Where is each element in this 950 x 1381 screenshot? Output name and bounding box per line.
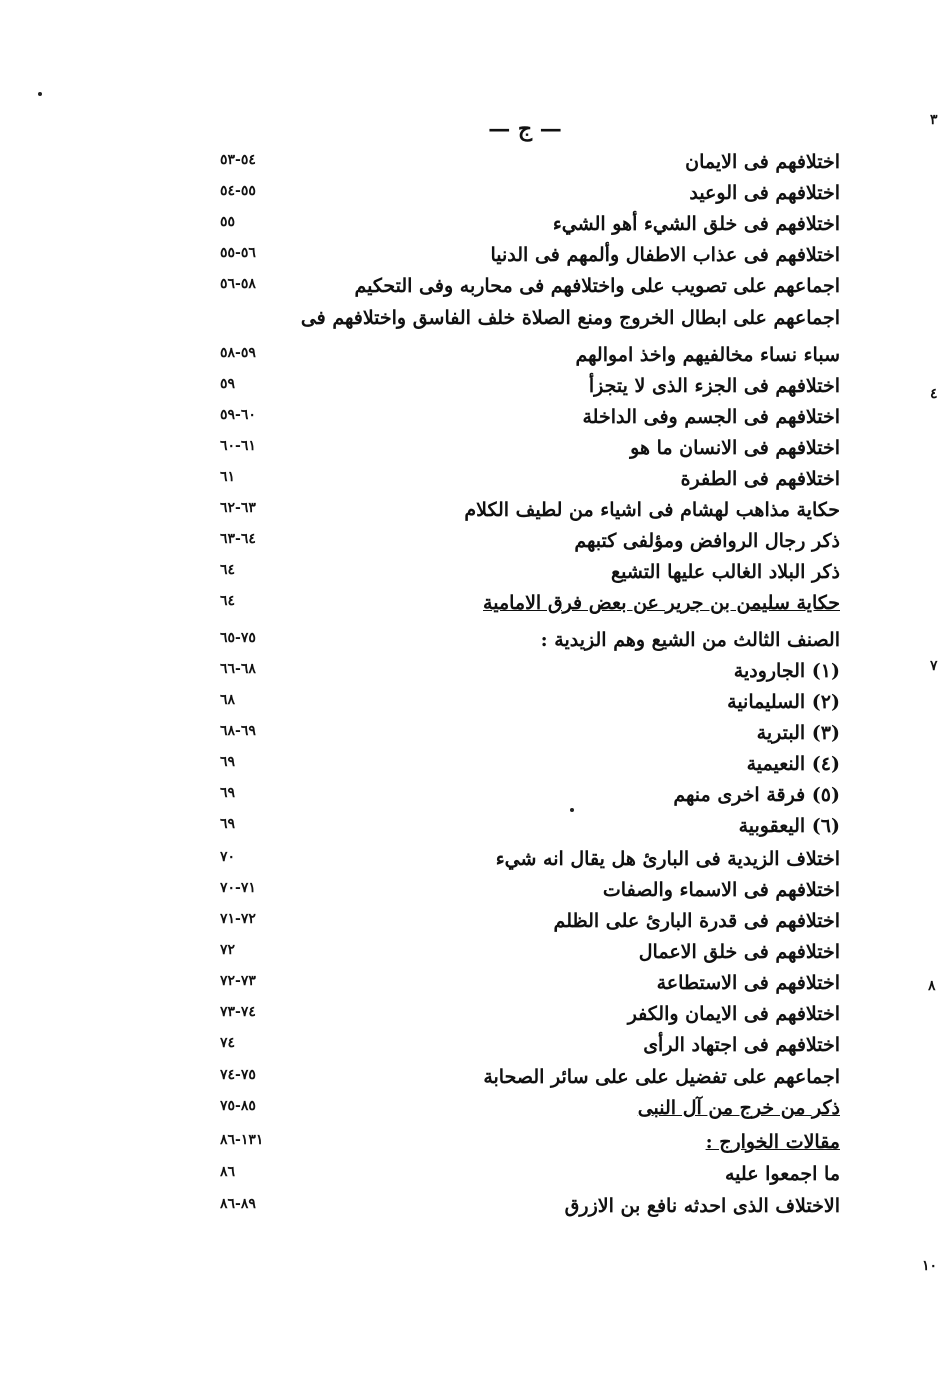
toc-entry-pages: ٦٤ <box>220 593 236 609</box>
toc-entry-pages: ٥٩-٥٨ <box>220 345 256 361</box>
toc-entry-pages: ٧١-٧٠ <box>220 880 256 896</box>
toc-entry-pages: ٦٩ <box>220 754 236 770</box>
toc-entry-title: (٣) البترية <box>756 722 840 744</box>
margin-mark: ١٠ <box>922 1258 938 1274</box>
toc-entry-title: الاختلاف الذى احدثه نافع بن الازرق <box>564 1195 840 1217</box>
toc-entry <box>200 1031 840 1062</box>
toc-entry-title: اختلافهم فى الايمان والكفر <box>627 1003 840 1025</box>
toc-entry-pages: ٧٢-٧١ <box>220 911 256 927</box>
toc-entry <box>200 272 840 303</box>
toc-entry-title: اختلافهم فى الجسم وفى الداخلة <box>582 406 840 428</box>
toc-entry-pages: ٧٠ <box>220 849 236 865</box>
toc-entry <box>200 1063 840 1094</box>
toc-entry <box>200 657 840 688</box>
toc-entry <box>200 812 840 843</box>
toc-entry <box>200 876 840 907</box>
toc-entry-pages: ٦٨ <box>220 692 236 708</box>
toc-entry <box>200 341 840 372</box>
toc-entry-pages: ٦١ <box>220 469 236 485</box>
toc-entry-pages: ٧٤ <box>220 1035 236 1051</box>
toc-entry <box>200 845 840 876</box>
toc-entry-pages: ٧٥-٦٥ <box>220 630 256 646</box>
toc-entry-pages: ٥٦-٥٥ <box>220 245 256 261</box>
toc-entry-title: اجماعهم على تفضيل على على سائر الصحابة <box>483 1066 840 1088</box>
toc-entry-pages: ٧٢ <box>220 942 236 958</box>
toc-entry <box>200 148 840 179</box>
toc-entry-title: اجماعهم على تصويب على واختلافهم فى محاربه وفى التحكيم <box>354 275 840 297</box>
toc-entry-pages: ٨٥-٧٥ <box>220 1098 256 1114</box>
toc-entry-pages: ٧٣-٧٢ <box>220 973 256 989</box>
toc-entry-pages: ٥٤-٥٣ <box>220 152 256 168</box>
toc-entry-pages: ٦٩ <box>220 816 236 832</box>
toc-entry-pages: ٥٩ <box>220 376 236 392</box>
toc-entry-pages: ٥٥ <box>220 214 236 230</box>
toc-entry <box>200 527 840 558</box>
margin-mark: ٧ <box>930 658 938 674</box>
toc-entry-title: اختلافهم فى خلق الشيء أهو الشيء <box>552 213 840 235</box>
toc-entry-title: اختلافهم فى الايمان <box>685 151 840 173</box>
toc-entry-title: حكاية مذاهب لهشام فى اشياء من لطيف الكلام <box>464 499 840 521</box>
toc-entry <box>200 304 840 335</box>
toc-entry-title: (٤) النعيمية <box>746 753 840 775</box>
toc-entry <box>200 719 840 750</box>
toc-entry-pages: ٦٨-٦٦ <box>220 661 256 677</box>
toc-entry <box>200 1192 840 1223</box>
toc-entry-title: (٦) اليعقوبية <box>738 815 840 837</box>
toc-entry-title: اختلافهم فى الجزء الذى لا يتجزأ <box>588 375 840 397</box>
margin-mark: ٣ <box>930 112 938 128</box>
toc-entry-pages: ١٣١-٨٦ <box>220 1132 264 1148</box>
toc-entry-pages: ٦٩ <box>220 785 236 801</box>
toc-entry-title: (٢) السليمانية <box>727 691 840 713</box>
toc-entry-title: اختلافهم فى الطفرة <box>680 468 840 490</box>
toc-entry-pages: ٦٤-٦٣ <box>220 531 256 547</box>
toc-entry <box>200 626 840 657</box>
toc-entry-title: اختلافهم فى الاسماء والصفات <box>602 879 840 901</box>
toc-entry <box>200 558 840 589</box>
margin-mark: ٨ <box>928 978 936 994</box>
toc-entry-title: (١) الجارودية <box>733 660 840 682</box>
toc-entry <box>200 938 840 969</box>
toc-entry-title: ذكر من خرج من آل النبى <box>637 1097 840 1119</box>
toc-entry-title: اختلافهم فى عذاب الاطفال وألمهم فى الدنيا <box>490 244 840 266</box>
toc-entry <box>200 179 840 210</box>
toc-entry <box>200 241 840 272</box>
toc-entry-title: الصنف الثالث من الشيع وهم الزيدية : <box>540 629 840 651</box>
toc-entry-pages: ٦٩-٦٨ <box>220 723 256 739</box>
toc-entry-title: اختلافهم فى خلق الاعمال <box>638 941 840 963</box>
toc-entry-title: ما اجمعوا عليه <box>724 1163 840 1185</box>
toc-entry-pages: ٥٥-٥٤ <box>220 183 256 199</box>
toc-entry-title: ذكر رجال الروافض ومؤلفى كتبهم <box>574 530 840 552</box>
toc-entry <box>200 1128 840 1159</box>
page-header: — ج — <box>488 116 562 142</box>
toc-entry-title: اختلافهم فى الوعيد <box>689 182 840 204</box>
toc-entry-title: (٥) فرقة اخرى منهم <box>673 784 840 806</box>
toc-entry-title: اختلافهم فى الاستطاعة <box>656 972 840 994</box>
toc-entry <box>200 372 840 403</box>
toc-entry-title: ذكر البلاد الغالب عليها التشيع <box>610 561 840 583</box>
toc-entry-title: حكاية سليمن بن جرير عن بعض فرق الامامية <box>483 592 840 614</box>
toc-entry-pages: ٦١-٦٠ <box>220 438 256 454</box>
toc-entry <box>200 907 840 938</box>
toc-entry <box>200 210 840 241</box>
toc-entry-pages: ٧٥-٧٤ <box>220 1067 256 1083</box>
toc-entry <box>200 781 840 812</box>
toc-entry-title: اجماعهم على ابطال الخروج ومنع الصلاة خلف الفاسق واختلافهم فى <box>300 307 840 329</box>
toc-entry-title: اختلافهم فى قدرة البارئ على الظلم <box>553 910 840 932</box>
toc-entry <box>200 750 840 781</box>
toc-entry-pages: ٨٦ <box>220 1164 236 1180</box>
toc-entry-title: اختلاف الزيدية فى البارئ هل يقال انه شيء <box>495 848 840 870</box>
toc-entry-pages: ٦٣-٦٢ <box>220 500 256 516</box>
toc-entry <box>200 434 840 465</box>
toc-entry-pages: ٧٤-٧٣ <box>220 1004 256 1020</box>
toc-entry-pages: ٨٩-٨٦ <box>220 1196 256 1212</box>
toc-entry <box>200 403 840 434</box>
ink-speck <box>38 92 42 96</box>
margin-mark: ٤ <box>930 386 938 402</box>
toc-entry-pages: ٥٨-٥٦ <box>220 276 256 292</box>
toc-entry <box>200 969 840 1000</box>
toc-entry-title: اختلافهم فى اجتهاد الرأى <box>643 1034 840 1056</box>
toc-entry <box>200 688 840 719</box>
toc-entry <box>200 1160 840 1191</box>
toc-entry-title: سباء نساء مخالفيهم واخذ اموالهم <box>575 344 840 366</box>
toc-entry <box>200 465 840 496</box>
toc-entry <box>200 589 840 620</box>
toc-entry-title: اختلافهم فى الانسان ما هو <box>630 437 840 459</box>
toc-entry-pages: ٦٤ <box>220 562 236 578</box>
toc-entry-pages: ٦٠-٥٩ <box>220 407 256 423</box>
toc-entry-title: مقالات الخوارج : <box>705 1131 840 1153</box>
toc-entry <box>200 1094 840 1125</box>
toc-entry <box>200 496 840 527</box>
toc-entry <box>200 1000 840 1031</box>
